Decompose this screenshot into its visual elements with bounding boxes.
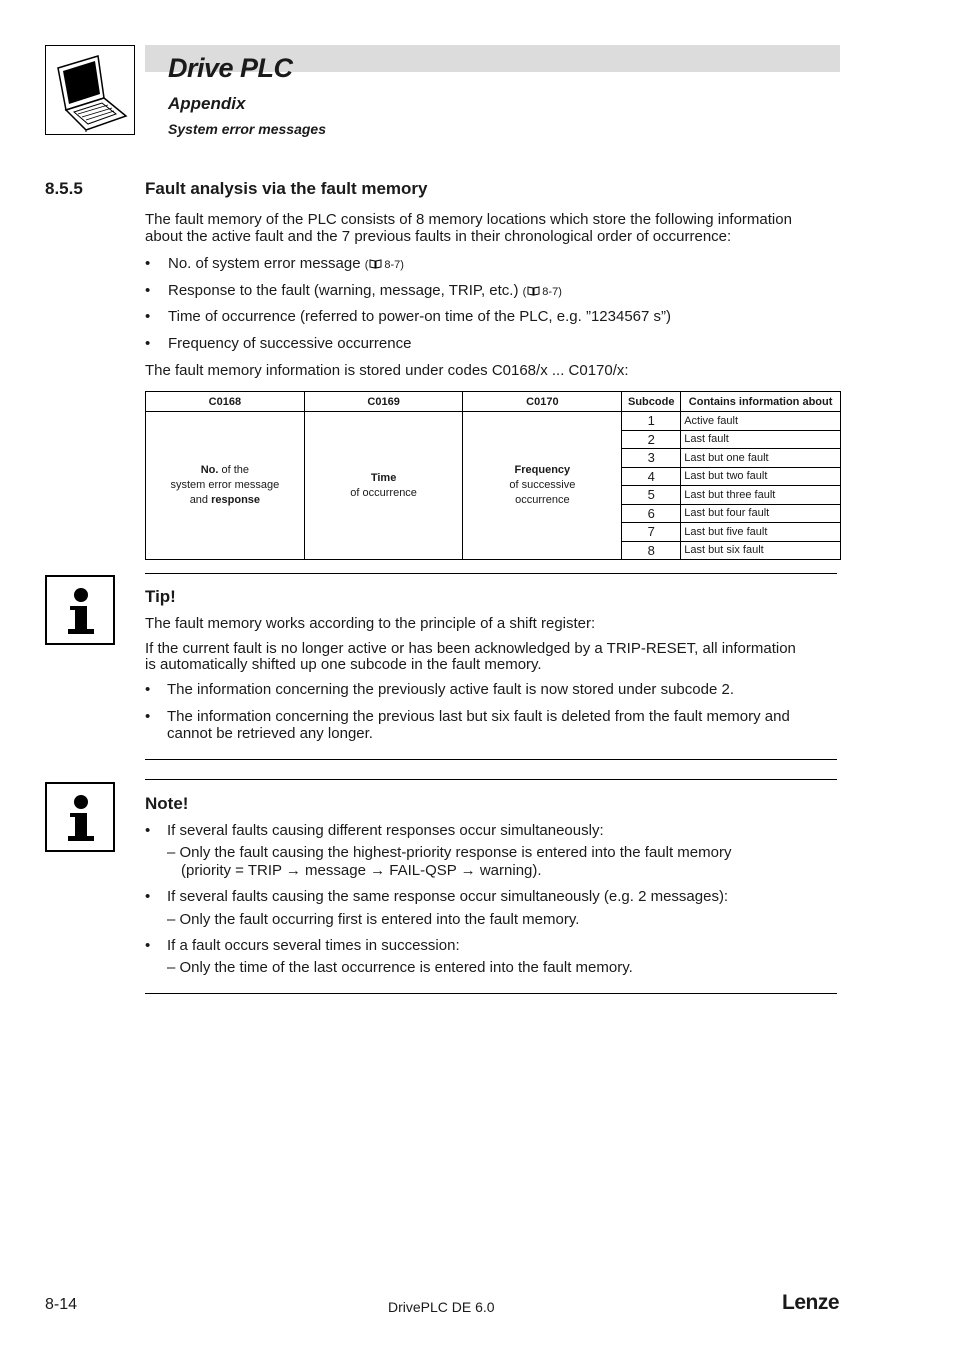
table-header-row: [146, 392, 841, 412]
subcode-cell: 4: [622, 467, 681, 486]
info-cell: Last but five fault: [681, 523, 841, 542]
subcode-cell: 6: [622, 504, 681, 523]
stored-under-text: The fault memory information is stored under codes C0168/x ... C0170/x:: [145, 362, 629, 379]
laptop-icon: [46, 46, 134, 134]
table-row: [146, 412, 841, 431]
bullet-text-continued: cannot be retrieved any longer.: [167, 725, 373, 742]
info-cell: Last but six fault: [681, 541, 841, 560]
header-c0168: C0168: [146, 392, 305, 412]
list-item: [145, 822, 835, 840]
bullet-text: The information concerning the previously active fault is now stored under subcode 2.: [167, 681, 734, 698]
tip-line-2b: is automatically shifted up one subcode in the fault memory.: [145, 656, 542, 673]
info-cell: Last but three fault: [681, 486, 841, 505]
list-item: [145, 255, 835, 273]
intro-line-2: about the active fault and the 7 previous faults in their chronological order of occurrence:: [145, 228, 732, 245]
list-item: [145, 708, 835, 744]
bullet-text: Response to the fault (warning, message, TRIP, etc.): [168, 282, 523, 299]
bullet-text: Frequency of successive occurrence: [168, 335, 412, 352]
tip-top-rule: [145, 573, 837, 574]
bullet-text: If several faults causing the same response occur simultaneously (e.g. 2 messages):: [167, 888, 729, 905]
note-subitem: – Only the fault occurring first is entered into the fault memory.: [167, 911, 580, 928]
bullet-dot: •: [145, 708, 151, 725]
info-cell: Last fault: [681, 430, 841, 449]
list-item: [145, 681, 835, 699]
subcode-cell: 1: [622, 412, 681, 431]
bullet-dot: •: [145, 308, 151, 325]
bullet-text: If several faults causing different responses occur simultaneously:: [167, 822, 604, 839]
bullet-dot: •: [145, 681, 151, 698]
fault-memory-table: [145, 391, 841, 560]
subchapter-title: System error messages: [168, 121, 326, 137]
intro-line-1: The fault memory of the PLC consists of 8 memory locations which store the following information: [145, 211, 792, 228]
header-logo-box: [45, 45, 135, 135]
c0169-cell: Time of occurrence: [304, 412, 463, 560]
bullet-dot: •: [145, 335, 151, 352]
bullet-text: Time of occurrence (referred to power-on time of the PLC, e.g. ”1234567 s”): [168, 308, 672, 325]
book-icon: [527, 286, 540, 296]
document-id: DrivePLC DE 6.0: [388, 1299, 495, 1315]
bullet-dot: •: [145, 822, 151, 839]
bullet-text: If a fault occurs several times in succession:: [167, 937, 460, 954]
header-c0169: C0169: [304, 392, 463, 412]
cross-reference: ( 8-7): [364, 259, 404, 271]
note-subitem: – Only the time of the last occurrence is entered into the fault memory.: [167, 959, 633, 976]
subcode-cell: 7: [622, 523, 681, 542]
info-cell: Active fault: [681, 412, 841, 431]
list-item: [145, 937, 835, 955]
info-icon: [45, 782, 115, 852]
cross-reference: ( 8-7): [522, 286, 562, 298]
subcode-cell: 2: [622, 430, 681, 449]
book-icon: [369, 259, 382, 269]
c0168-cell: No. of the system error message and response: [146, 412, 305, 560]
list-item: [145, 888, 835, 906]
note-bottom-rule: [145, 993, 837, 994]
tip-bottom-rule: [145, 759, 837, 760]
note-subitem-continued: (priority = TRIP → message → FAIL-QSP → warning).: [181, 862, 542, 879]
header-c0170: C0170: [463, 392, 622, 412]
bullet-text: No. of system error message: [168, 255, 365, 272]
page-number: 8-14: [45, 1296, 78, 1313]
header-info: Contains information about: [681, 392, 841, 412]
list-item: [145, 335, 835, 353]
bullet-dot: •: [145, 255, 151, 272]
subcode-cell: 8: [622, 541, 681, 560]
header-subcode: Subcode: [622, 392, 681, 412]
chapter-title: Appendix: [168, 94, 246, 113]
c0170-cell: Frequency of successive occurrence: [463, 412, 622, 560]
subcode-cell: 5: [622, 486, 681, 505]
list-item: [145, 308, 835, 326]
info-cell: Last but four fault: [681, 504, 841, 523]
section-title: Fault analysis via the fault memory: [145, 179, 428, 198]
note-title: Note!: [145, 794, 189, 813]
note-subitem: – Only the fault causing the highest-priority response is entered into the fault memory: [167, 844, 732, 861]
bullet-dot: •: [145, 888, 151, 905]
bullet-dot: •: [145, 282, 151, 299]
bullet-dot: •: [145, 937, 151, 954]
info-icon: [45, 575, 115, 645]
info-cell: Last but one fault: [681, 449, 841, 468]
tip-line-2a: If the current fault is no longer active or has been acknowledged by a TRIP-RESET, all information: [145, 640, 796, 657]
tip-line-1: The fault memory works according to the principle of a shift register:: [145, 615, 596, 632]
subcode-cell: 3: [622, 449, 681, 468]
tip-title: Tip!: [145, 587, 176, 606]
note-top-rule: [145, 779, 837, 780]
bullet-text: The information concerning the previous last but six fault is deleted from the fault memory and: [167, 708, 790, 725]
brand-logo: Lenze: [782, 1291, 840, 1314]
section-number: 8.5.5: [45, 179, 83, 198]
doc-title: Drive PLC: [168, 53, 293, 83]
info-cell: Last but two fault: [681, 467, 841, 486]
list-item: [145, 282, 835, 300]
